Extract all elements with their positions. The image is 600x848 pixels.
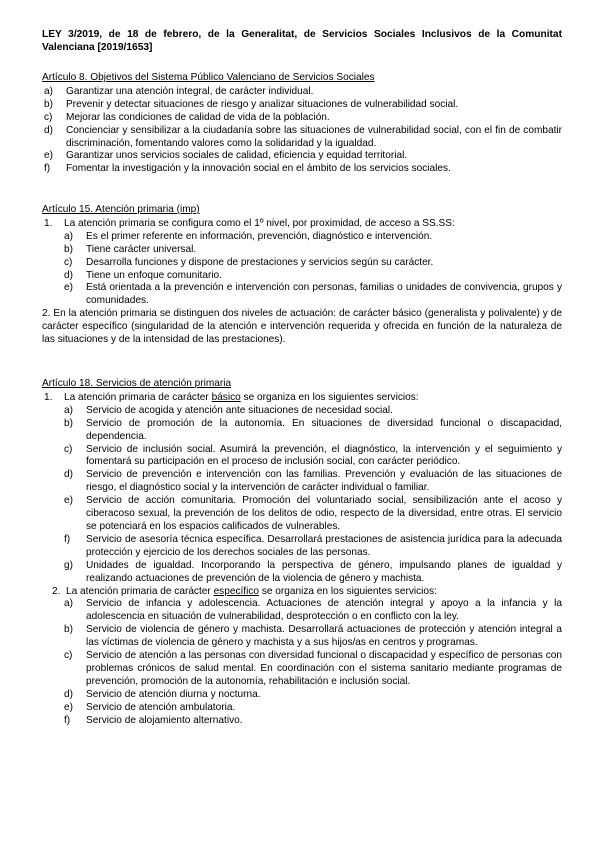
list-item: b) Tiene carácter universal. — [64, 243, 197, 255]
list-item: d) Concienciar y sensibilizar a la ciudadanía sobre las situaciones de vulnerabilidad social, con el fin de combatir discriminación, fomentando valores como la solidaridad y la igualdad. — [44, 124, 562, 149]
underlined-term: específico — [213, 585, 260, 597]
article-15-heading: Artículo 15. Atención primaria (imp) — [42, 204, 200, 215]
list-item: f) Servicio de alojamiento alternativo. — [64, 714, 243, 726]
article-8 — [42, 72, 562, 176]
list-item: e) Servicio de atención ambulatoria. — [64, 701, 236, 713]
list-item: c) Servicio de inclusión social. Asumirá la prevención, el diagnóstico, la intervención y el seguimiento y fomentará su participación en el proceso de inclusión social, con carácter periódico. — [64, 443, 562, 468]
list-item: a) Es el primer referente en información, prevención, diagnóstico e intervención. — [64, 230, 433, 242]
underlined-term: básico — [211, 391, 241, 403]
list-item: e) Servicio de acción comunitaria. Promoción del voluntariado social, sensibilización ante el acoso y ciberacoso sexual, la prevención de los delitos de odio, respecto de la diversidad, entre otras. El servicio se potenciará en los espacios calificados de vulnerables. — [64, 495, 562, 532]
list-item: d) Servicio de prevención e intervención con las familias. Prevención y evaluación de las situaciones de riesgo, el diagnóstico social y la intervención de carácter individual o familiar. — [64, 469, 562, 494]
list-item: d) Servicio de atención diurna y nocturna. — [64, 688, 261, 700]
article-15-paragraph-2: 2. En la atención primaria se distinguen dos niveles de actuación: de carácter básico (generalista y polivalente) y de carácter específico (singularidad de la atención e intervención requerida y ofrecida en función de la naturaleza de las situaciones y de la intensidad de las prestaciones). — [42, 308, 562, 346]
article-15 — [42, 204, 562, 347]
list-item: d) Tiene un enfoque comunitario. — [64, 269, 222, 281]
list-item: a) Servicio de infancia y adolescencia. Actuaciones de atención integral y apoyo a la infancia y la adolescencia en situación de vulnerabilidad, desprotección o en conflicto con la ley. — [64, 598, 562, 623]
list-item: b) Prevenir y detectar situaciones de riesgo y analizar situaciones de vulnerabilidad social. — [44, 98, 459, 110]
list-item: b) Servicio de promoción de la autonomía. En situaciones de diversidad funcional o discapacidad, dependencia. — [64, 417, 562, 442]
article-18 — [42, 378, 562, 727]
numbered-paragraph: 1. La atención primaria de carácter básico se organiza en los siguientes servicios: — [44, 391, 419, 403]
list-item: c) Desarrolla funciones y dispone de prestaciones y servicios según su carácter. — [64, 256, 434, 268]
list-item: a) Garantizar una atención integral, de carácter individual. — [44, 85, 314, 97]
list-item: f) Servicio de asesoría técnica específica. Desarrollará prestaciones de asistencia jurídica para la adecuada protección y ejercicio de los derechos sociales de las personas. — [64, 533, 562, 558]
document-title: LEY 3/2019, de 18 de febrero, de la Generalitat, de Servicios Sociales Inclusivos de la Comunitat Valenciana [2019/1653] — [42, 29, 562, 53]
list-item: g) Unidades de igualdad. Incorporando la perspectiva de género, impulsando planes de igualdad y realizando actuaciones de prevención de la violencia de género y machista. — [64, 559, 562, 584]
list-item: e) Garantizar unos servicios sociales de calidad, eficiencia y equidad territorial. — [44, 150, 408, 162]
article-18-heading: Artículo 18. Servicios de atención primaria — [42, 378, 232, 389]
list-item: e) Está orientada a la prevención e intervención con personas, familias o unidades de convivencia, grupos y comunidades. — [64, 282, 562, 307]
list-item: c) Mejorar las condiciones de calidad de vida de la población. — [44, 111, 330, 123]
article-8-heading: Artículo 8. Objetivos del Sistema Público Valenciano de Servicios Sociales — [42, 72, 375, 83]
list-item: f) Fomentar la investigación y la innovación social en el ámbito de los servicios sociales. — [44, 163, 451, 175]
numbered-paragraph: 2. La atención primaria de carácter específico se organiza en los siguientes servicios: — [52, 585, 437, 597]
list-item: b) Servicio de violencia de género y machista. Desarrollará actuaciones de protección y atención integral a las víctimas de violencia de género y machista y a sus hijos/as en centros y programas. — [64, 624, 562, 649]
list-item: a) Servicio de acogida y atención ante situaciones de necesidad social. — [64, 404, 393, 416]
list-item: c) Servicio de atención a las personas con diversidad funcional o discapacidad y específico de personas con problemas crónicos de salud mental. En coordinación con el sistema sanitario mediante programas de prevención, promoción de la autonomía, rehabilitación e inclusión social. — [64, 650, 562, 687]
numbered-paragraph: 1. La atención primaria se configura como el 1º nivel, por proximidad, de acceso a SS.SS: — [44, 217, 455, 229]
